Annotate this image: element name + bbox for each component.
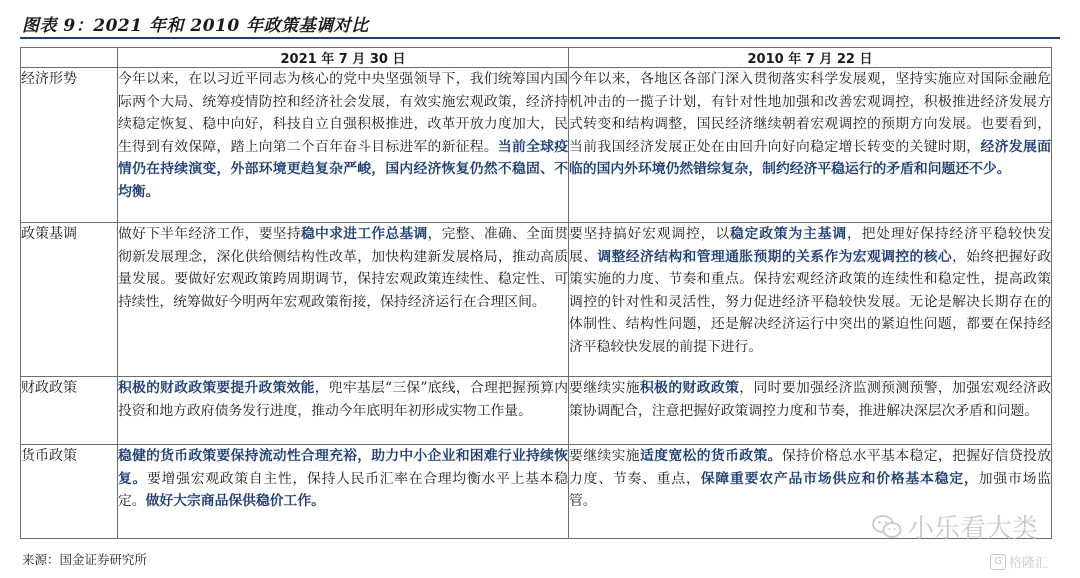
- row-label: 财政政策: [21, 377, 118, 445]
- comparison-table: [20, 47, 1052, 539]
- header-2010: 2010 年 7 月 22 日: [569, 48, 1052, 68]
- cell-2021: [118, 68, 569, 223]
- body-text: ，兜牢基层“三保”底线，合理把握预算内投资和地方政府债务发行进度，推动今年底明年初形成实物工作量。: [118, 380, 569, 419]
- highlighted-text: 积极的财政政策: [639, 380, 740, 396]
- header-empty: [21, 48, 118, 68]
- table-row: [21, 377, 1052, 445]
- highlighted-text: 适度宽松的货币政策。: [639, 448, 782, 464]
- figure-title: 图表 9：2021 年和 2010 年政策基调对比: [22, 16, 369, 36]
- body-text: 今年以来，在以习近平同志为核心的党中央坚强领导下，我们统筹国内国际两个大局、统筹疫情防控和经济社会发展，有效实施宏观政策，经济持续稳定恢复、稳中向好，科技自立自强积极推进，改革开放力度加大，民生得到有效保障，踏上向第二个百年奋斗目标进军的新征程。: [118, 71, 568, 155]
- cell-2021: [118, 377, 569, 445]
- table-header-row: [21, 48, 1052, 68]
- logo-text: 格隆汇: [1009, 556, 1049, 571]
- cell-2021: [118, 223, 569, 377]
- body-text: 做好下半年经济工作，要坚持: [118, 226, 301, 242]
- body-text: 加强市场监管。: [569, 470, 1052, 510]
- source-note: 来源：国金证券研究所: [22, 552, 148, 567]
- cell-2010: [569, 377, 1052, 445]
- table-row: [21, 223, 1052, 377]
- highlighted-text: 调整经济结构和管理通胀预期的关系作为宏观调控的核心: [597, 248, 953, 265]
- body-text: ，把处理好保持经济平稳较快发展、: [569, 226, 1052, 265]
- highlighted-text: 稳健的货币政策要保持流动性合理充裕，助力中小企业和困难行业持续恢复。: [118, 448, 568, 487]
- highlighted-text: 积极的财政政策要提升政策效能: [118, 380, 315, 396]
- logo-icon: G: [990, 554, 1006, 570]
- row-label: 货币政策: [21, 445, 118, 539]
- wechat-icon: [872, 514, 902, 540]
- cell-2010: [569, 68, 1052, 223]
- highlighted-text: 经济发展面临的国内外环境仍然错综复杂，制约经济平稳运行的矛盾和问题还不少。: [569, 138, 1052, 178]
- cell-2021: [118, 445, 569, 539]
- table-row: [21, 68, 1052, 223]
- highlighted-text: 稳定政策为主基调: [729, 226, 848, 242]
- watermark-logo: [990, 552, 1048, 571]
- header-2021: 2021 年 7 月 30 日: [118, 48, 569, 68]
- body-text: 要增强宏观政策自主性，保持人民币汇率在合理均衡水平上基本稳定。: [118, 470, 569, 510]
- body-text: 今年以来，各地区各部门深入贯彻落实科学发展观，坚持实施应对国际金融危机冲击的一揽子计划，有针对性地加强和改善宏观调控，积极推进经济发展方式转变和结构调整，国民经济继续朝着宏观调控的预期方向发展。也要看到，当前我国经济发展正处在由回升向好向稳定增长转变的关键时期，: [569, 71, 1051, 155]
- row-label: 经济形势: [21, 68, 118, 223]
- watermark: [872, 508, 1038, 545]
- body-text: 要坚持搞好宏观调控，以: [569, 226, 730, 242]
- highlighted-text: 稳中求进工作总基调: [300, 226, 428, 242]
- body-text: ，始终把握好政策实施的力度、节奏和重点。保持宏观经济政策的连续性和稳定性，提高政策调控的针对性和灵活性，努力促进经济平稳较快发展。无论是解决长期存在的体制性、结构性问题，还是解决经济运行中突出的紧迫性问题，都要在保持经济平稳较快发展的前提下进行。: [569, 248, 1052, 355]
- highlighted-text: 做好大宗商品保供稳价工作。: [145, 493, 325, 510]
- cell-2010: [569, 223, 1052, 377]
- highlighted-text: 当前全球疫情仍在持续演变，外部环境更趋复杂严峻，国内经济恢复仍然不稳固、不均衡。: [118, 138, 569, 200]
- highlighted-text: 保障重要农产品市场供应和价格基本稳定，: [700, 470, 979, 487]
- body-text: 要继续实施: [569, 448, 640, 464]
- title-rule: [20, 37, 1060, 39]
- watermark-text: 小乐看大类: [908, 514, 1039, 544]
- row-label: 政策基调: [21, 223, 118, 377]
- body-text: ，同时要加强经济监测预测预警，加强宏观经济政策协调配合，注意把握好政策调控力度和节奏，推进解决深层次矛盾和问题。: [569, 380, 1052, 419]
- body-text: 要继续实施: [569, 380, 640, 396]
- body-text: 保持价格总水平基本稳定，把握好信贷投放力度、节奏、重点，: [569, 448, 1052, 487]
- body-text: ，完整、准确、全面贯彻新发展理念，深化供给侧结构性改革，加快构建新发展格局，推动高质量发展。要做好宏观政策跨周期调节，保持宏观政策连续性、稳定性、可持续性，统筹做好今明两年宏观政策衔接，保持经济运行在合理区间。: [118, 226, 569, 310]
